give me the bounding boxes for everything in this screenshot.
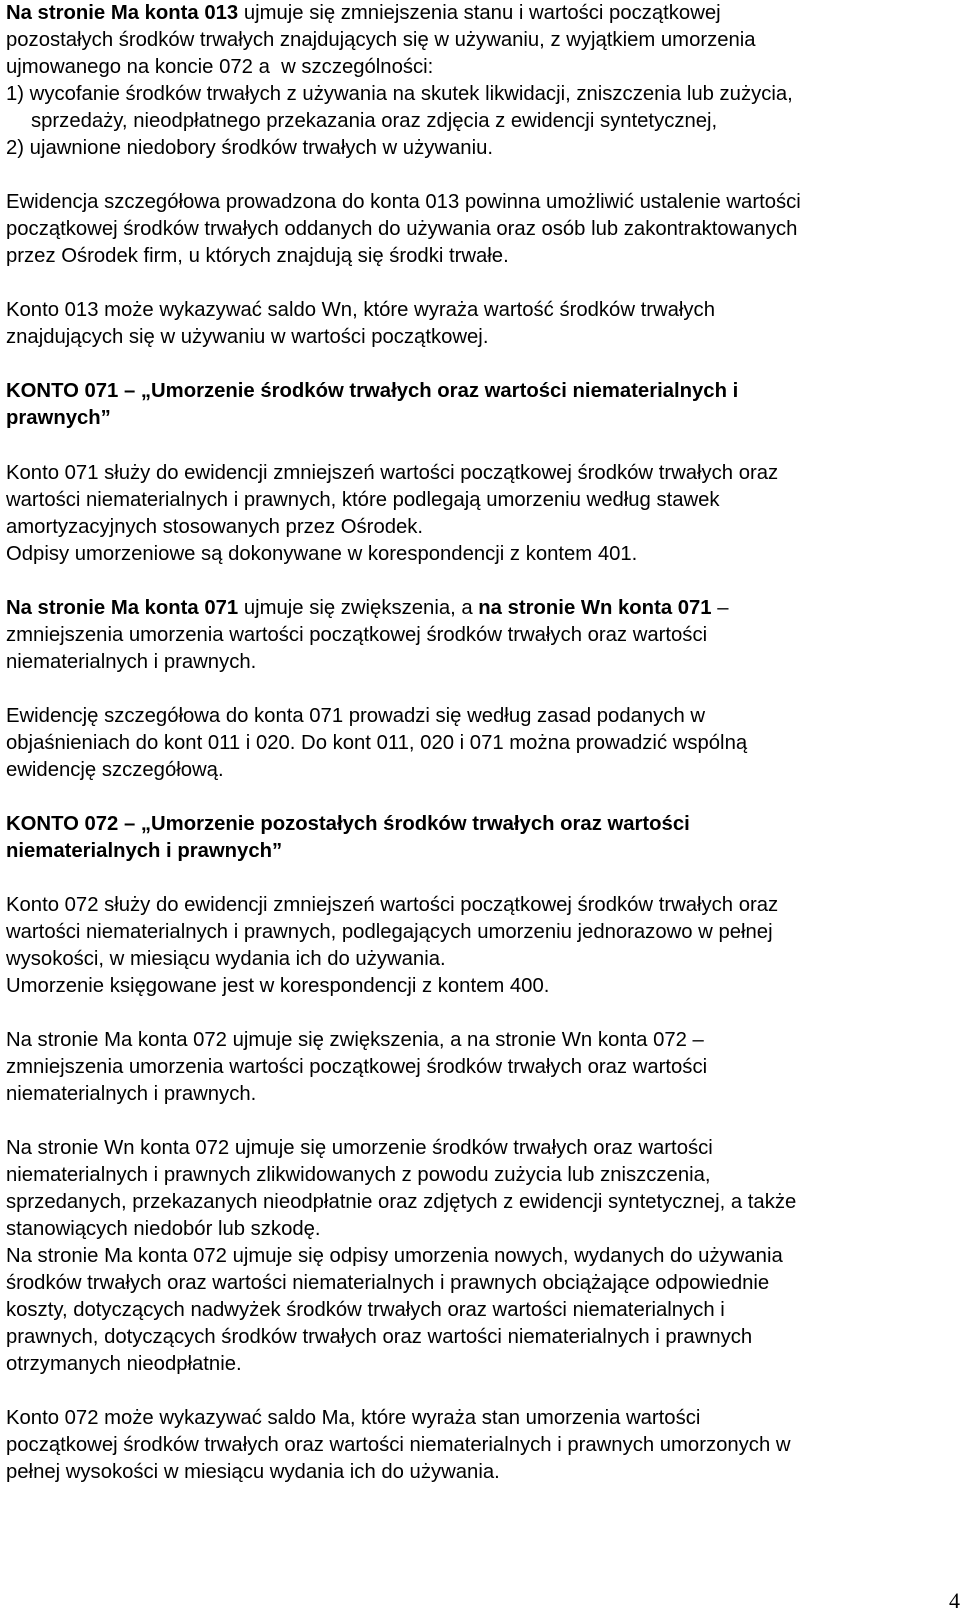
page-number: 4	[949, 1588, 960, 1613]
text-line: Ewidencja szczegółowa prowadzona do konta 013 powinna umożliwić ustalenie wartości	[6, 191, 801, 213]
text-span: ujmuje się zwiększenia, a	[238, 597, 479, 619]
text-line: Konto 072 służy do ewidencji zmniejszeń wartości początkowej środków trwałych oraz	[6, 894, 779, 916]
list-item: 2) ujawnione niedobory środków trwałych w używaniu.	[6, 137, 493, 159]
text-line: wysokości, w miesiącu wydania ich do używania.	[6, 948, 446, 970]
text-line: ujmowanego na koncie 072 a w szczególności:	[6, 56, 434, 78]
text-line: Na stronie Ma konta 072 ujmuje się odpisy umorzenia nowych, wydanych do używania	[6, 1245, 783, 1267]
text-line: amortyzacyjnych stosowanych przez Ośrodek.	[6, 516, 424, 538]
section-heading: KONTO 071 – „Umorzenie środków trwałych oraz wartości niematerialnych i	[6, 380, 739, 402]
text-line: otrzymanych nieodpłatnie.	[6, 1353, 242, 1375]
text-line: niematerialnych i prawnych.	[6, 1083, 257, 1105]
text-line: znajdujących się w używaniu w wartości początkowej.	[6, 326, 489, 348]
text-line: Ewidencję szczegółowa do konta 071 prowadzi się według zasad podanych w	[6, 705, 705, 727]
section-heading: KONTO 072 – „Umorzenie pozostałych środków trwałych oraz wartości	[6, 813, 690, 835]
list-item: 1) wycofanie środków trwałych z używania na skutek likwidacji, zniszczenia lub zużycia,	[6, 83, 793, 105]
text-line: ewidencję szczegółową.	[6, 759, 224, 781]
bold-phrase: na stronie Wn konta 071	[478, 597, 712, 619]
text-line: Odpisy umorzeniowe są dokonywane w korespondencji z kontem 401.	[6, 543, 638, 565]
text-span: –	[711, 597, 729, 619]
section-heading: niematerialnych i prawnych”	[6, 840, 283, 862]
list-item-continuation: sprzedaży, nieodpłatnego przekazania oraz zdjęcia z ewidencji syntetycznej,	[31, 110, 718, 132]
text-line: koszty, dotyczących nadwyżek środków trwałych oraz wartości niematerialnych i	[6, 1299, 725, 1321]
text-line: Konto 013 może wykazywać saldo Wn, które wyraża wartość środków trwałych	[6, 299, 715, 321]
text-line: zmniejszenia umorzenia wartości początkowej środków trwałych oraz wartości	[6, 624, 708, 646]
text-line: wartości niematerialnych i prawnych, które podlegają umorzeniu według stawek	[6, 489, 720, 511]
text-line: Konto 071 służy do ewidencji zmniejszeń wartości początkowej środków trwałych oraz	[6, 462, 779, 484]
text-line: stanowiących niedobór lub szkodę.	[6, 1218, 321, 1240]
section-heading: prawnych”	[6, 407, 111, 429]
text-line: początkowej środków trwałych oraz wartości niematerialnych i prawnych umorzonych w	[6, 1434, 791, 1456]
text-line: Na stronie Wn konta 072 ujmuje się umorzenie środków trwałych oraz wartości	[6, 1137, 713, 1159]
text-line	[6, 0, 721, 27]
text-line: Na stronie Ma konta 072 ujmuje się zwiększenia, a na stronie Wn konta 072 –	[6, 1029, 704, 1051]
text-line: środków trwałych oraz wartości niematerialnych i prawnych obciążające odpowiednie	[6, 1272, 770, 1294]
text-line: prawnych, dotyczących środków trwałych oraz wartości niematerialnych i prawnych	[6, 1326, 753, 1348]
text-line: objaśnieniach do kont 011 i 020. Do kont 011, 020 i 071 można prowadzić wspólną	[6, 732, 748, 754]
text-line: początkowej środków trwałych oddanych do używania oraz osób lub zakontraktowanych	[6, 218, 798, 240]
text-line: pozostałych środków trwałych znajdujących się w używaniu, z wyjątkiem umorzenia	[6, 29, 756, 51]
bold-phrase: Na stronie Ma konta 071	[6, 597, 239, 619]
text-line: przez Ośrodek firm, u których znajdują się środki trwałe.	[6, 245, 509, 267]
text-span: ujmuje się zmniejszenia stanu i wartości początkowej	[238, 2, 721, 24]
text-line	[6, 595, 729, 622]
text-line: zmniejszenia umorzenia wartości początkowej środków trwałych oraz wartości	[6, 1056, 708, 1078]
bold-phrase: Na stronie Ma konta 013	[6, 2, 239, 24]
text-line: niematerialnych i prawnych zlikwidowanych z powodu zużycia lub zniszczenia,	[6, 1164, 711, 1186]
text-line: wartości niematerialnych i prawnych, podlegających umorzeniu jednorazowo w pełnej	[6, 921, 773, 943]
text-line: pełnej wysokości w miesiącu wydania ich do używania.	[6, 1461, 500, 1483]
text-line: sprzedanych, przekazanych nieodpłatnie oraz zdjętych z ewidencji syntetycznej, a także	[6, 1191, 797, 1213]
text-line: Konto 072 może wykazywać saldo Ma, które wyraża stan umorzenia wartości	[6, 1407, 701, 1429]
text-line: Umorzenie księgowane jest w korespondencji z kontem 400.	[6, 975, 550, 997]
text-line: niematerialnych i prawnych.	[6, 651, 257, 673]
